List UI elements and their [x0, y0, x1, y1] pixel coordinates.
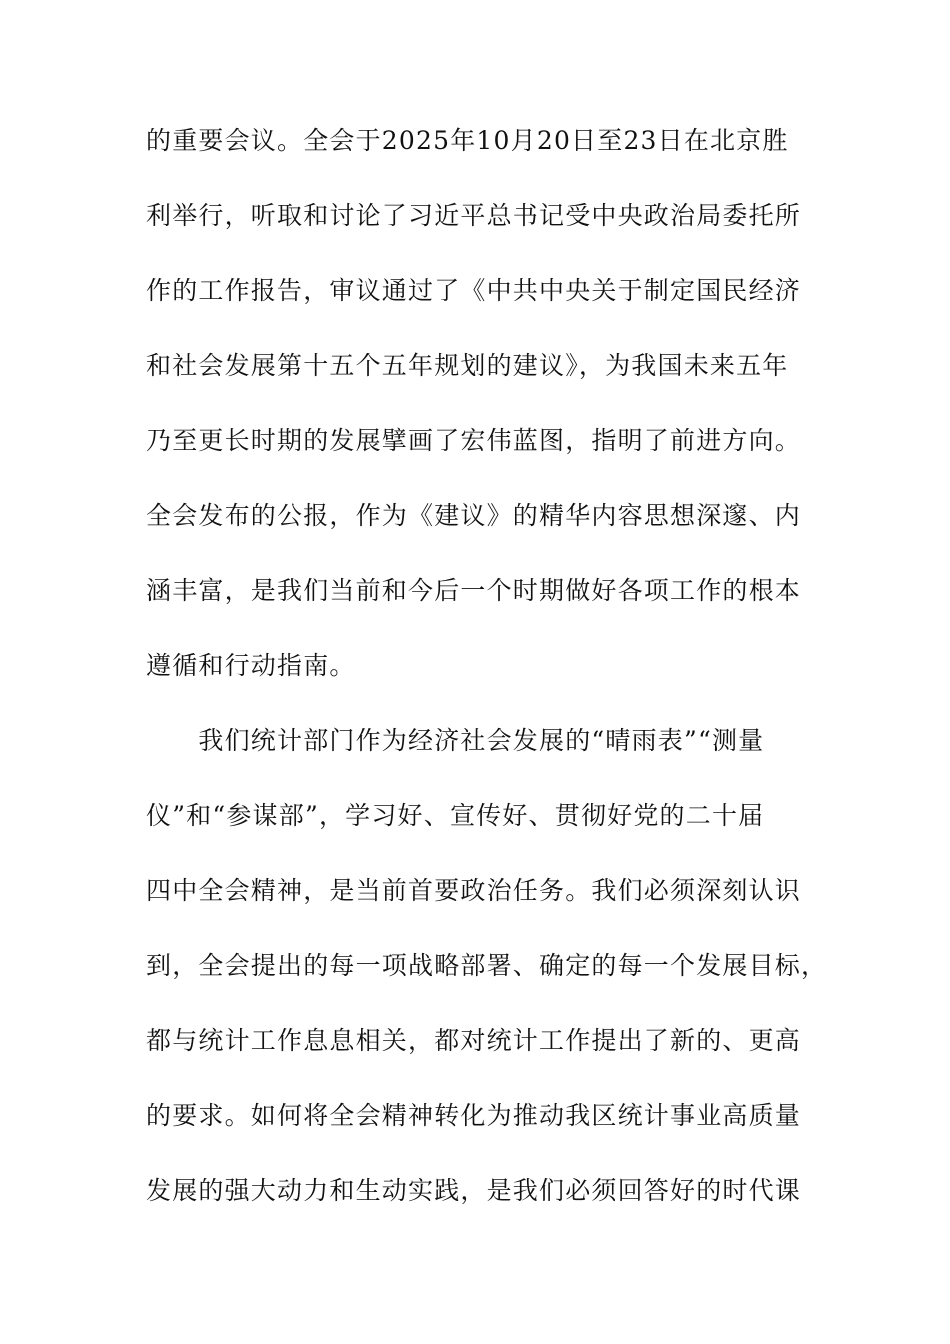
text-line: 涵丰富，是我们当前和今后一个时期做好各项工作的根本 — [146, 576, 802, 605]
text-line: 四中全会精神，是当前首要政治任务。我们必须深刻认识 — [146, 876, 802, 905]
text-line: 全会发布的公报，作为《建议》的精华内容思想深邃、内 — [146, 501, 802, 530]
text-line: 仪”和“参谋部”，学习好、宣传好、贯彻好党的二十届 — [146, 801, 765, 830]
text-line: 和社会发展第十五个五年规划的建议》，为我国未来五年 — [146, 351, 789, 380]
text-line: 我们统计部门作为经济社会发展的“晴雨表”“测量 — [146, 726, 765, 755]
text-line: 乃至更长时期的发展擘画了宏伟蓝图，指明了前进方向。 — [146, 426, 802, 455]
paragraph-2 — [146, 717, 828, 1242]
text-line: 作的工作报告，审议通过了《中共中央关于制定国民经济 — [146, 276, 802, 305]
text-line: 都与统计工作息息相关，都对统计工作提出了新的、更高 — [146, 1026, 802, 1055]
text-line: 发展的强大动力和生动实践，是我们必须回答好的时代课 — [146, 1176, 802, 1205]
text-line: 到，全会提出的每一项战略部署、确定的每一个发展目标， — [146, 951, 828, 980]
paragraph-1 — [146, 117, 800, 717]
text-line: 遵循和行动指南。 — [146, 651, 356, 680]
text-line: 利举行，听取和讨论了习近平总书记受中央政治局委托所 — [146, 201, 802, 230]
text-line: 的重要会议。全会于2025年10月20日至23日在北京胜 — [146, 126, 789, 155]
text-line: 的要求。如何将全会精神转化为推动我区统计事业高质量 — [146, 1101, 802, 1130]
document-body — [146, 117, 828, 1242]
